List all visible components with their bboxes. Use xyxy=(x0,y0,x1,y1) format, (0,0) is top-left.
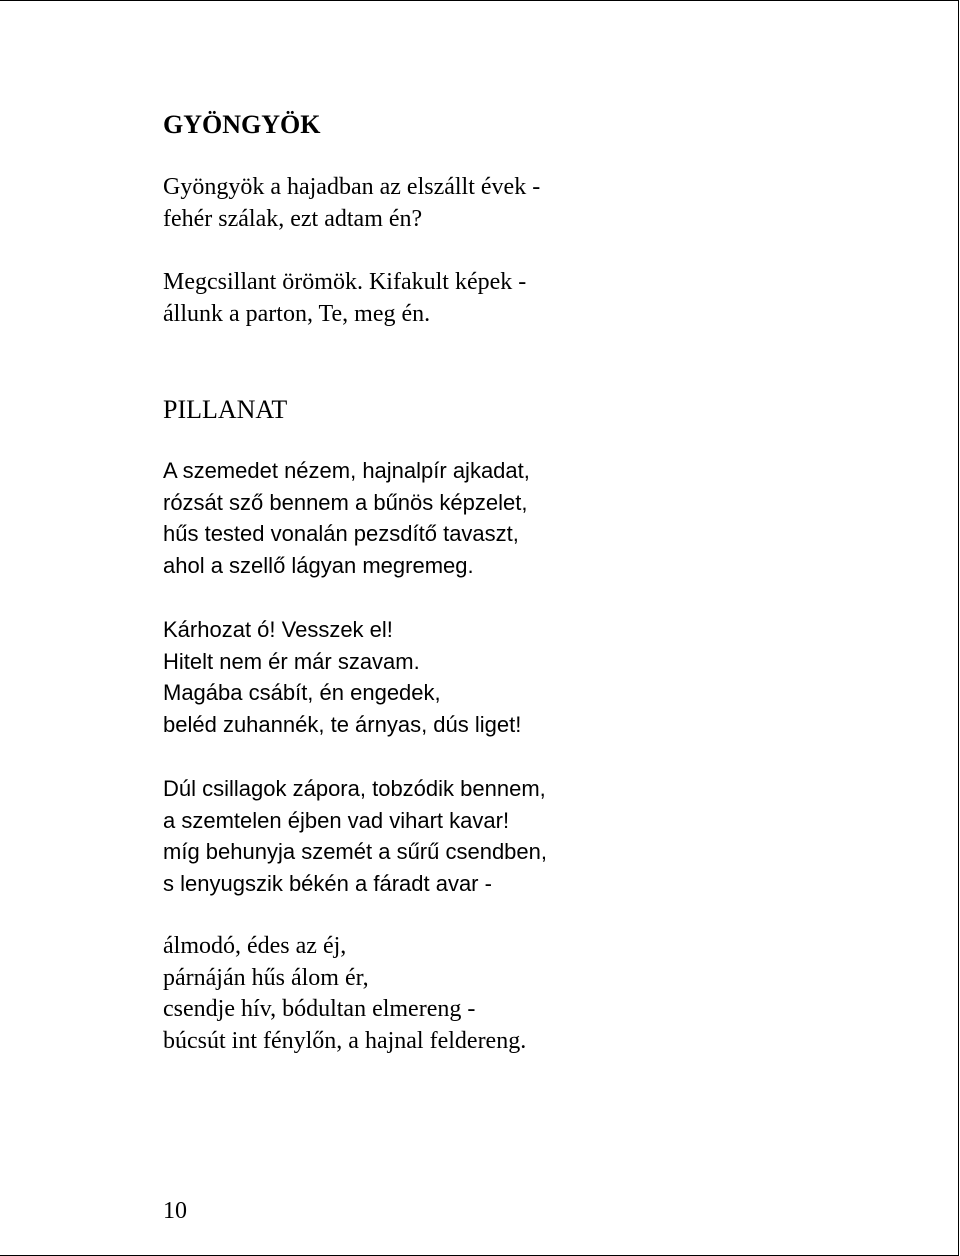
poem-line: A szemedet nézem, hajnalpír ajkadat, xyxy=(163,458,530,483)
poem-line: Gyöngyök a hajadban az elszállt évek - xyxy=(163,174,541,200)
poem-line: Dúl csillagok zápora, tobzódik bennem, xyxy=(163,776,546,801)
poem-line: Hitelt nem ér már szavam. xyxy=(163,648,420,674)
poem-line: Megcsillant örömök. Kifakult képek - xyxy=(163,269,527,295)
poem-line: míg behunyja szemét a sűrű csendben, xyxy=(163,839,548,865)
poem-line: hűs tested vonalán pezsdítő tavaszt, xyxy=(163,521,519,547)
page-number: 10 xyxy=(163,1198,187,1224)
poem-line: ahol a szellő lágyan megremeg. xyxy=(163,552,474,578)
poem-line: beléd zuhannék, te árnyas, dús liget! xyxy=(163,711,522,737)
stanza xyxy=(163,455,530,581)
poem-line: csendje hív, bódultan elmereng - xyxy=(163,996,476,1022)
poem-line: a szemtelen éjben vad vihart kavar! xyxy=(163,807,510,833)
stanza xyxy=(163,267,526,330)
poem-line: búcsút int fénylőn, a hajnal feldereng. xyxy=(163,1027,527,1054)
poem-line: állunk a parton, Te, meg én. xyxy=(163,300,431,327)
stanza xyxy=(163,172,540,235)
stanza xyxy=(163,931,526,1057)
poem-title-pillanat: PILLANAT xyxy=(163,395,288,424)
poem-line: s lenyugszik békén a fáradt avar - xyxy=(163,870,492,896)
poem-title-gyongyok: GYÖNGYÖK xyxy=(163,110,321,139)
poem-line: fehér szálak, ezt adtam én? xyxy=(163,205,423,232)
poem-line: álmodó, édes az éj, xyxy=(163,933,347,959)
stanza xyxy=(163,773,547,899)
stanza xyxy=(163,614,521,740)
poem-line: Magába csábít, én engedek, xyxy=(163,680,441,706)
poem-line: rózsát sző bennem a bűnös képzelet, xyxy=(163,489,528,515)
poem-line: Kárhozat ó! Vesszek el! xyxy=(163,617,393,642)
poem-line: párnáján hűs álom ér, xyxy=(163,964,369,991)
